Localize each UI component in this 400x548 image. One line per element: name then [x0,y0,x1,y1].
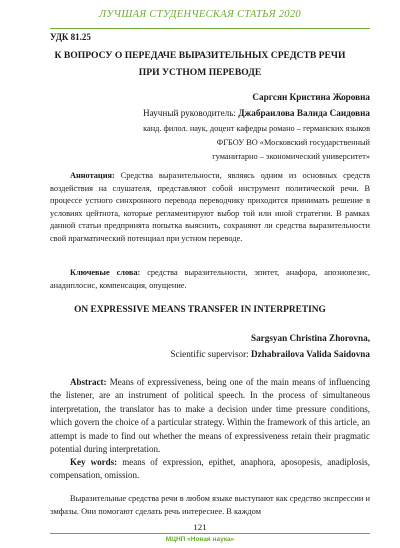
keywords-en-label: Key words: [70,457,118,467]
abstract-en [50,376,370,456]
abstract-en-label: Abstract: [70,377,107,387]
supervisor-line-ru [143,108,370,118]
author-org-ru-line1: ФГБОУ ВО «Московский государственный [216,138,370,147]
author-org-ru-line2: гуманитарно – экономический университет» [212,152,370,161]
footer-divider [50,533,370,534]
abstract-ru-text: Средства выразительности, являясь одним из основных средств воздействия на слушателя, представляют собой инструмент политической речи. В процессе устного синхронного перевода переводчику приходится принимать решение в условиях цейтнота, которые регламентируют выбор той или иной стратегии. В рамках данной статьи предпринята попытка выяснить, сохраняют ли средства выразительности свой прагматический потенциал при устном переводе. [50,171,371,243]
abstract-en-text: Means of expressiveness, being one of the main means of influencing the listener, are an instrument of political speech. In the process of simultaneous interpretation, the translator has to make a decision under time pressure conditions, which govern the choice of a particular strategy. Within the framework of this article, an attempt is made to find out whether the means of expressiveness retain their pragmatic potential during interpretation. [50,377,371,455]
keywords-ru-text: средства выразительности, эпитет, анафора, апозиопезис, анадиплосис, компенсация, опущение. [50,268,370,290]
supervisor-name-en: Dzhabrailova Valida Saidovna [251,349,370,359]
author-name-ru: Саргсян Кристина Жоровна [252,92,370,102]
supervisor-line-en [170,349,370,359]
title-en: ON EXPRESSIVE MEANS TRANSFER IN INTERPRETING [74,305,326,315]
author-position-ru: канд. филол. наук, доцент кафедры романо – германских языков [143,124,370,133]
keywords-ru-label: Ключевые слова: [70,268,141,277]
page-number: 121 [193,522,207,532]
supervisor-label-ru: Научный руководитель: [142,108,236,118]
footer-publisher: МЦНП «Новая наука» [165,536,235,543]
header-divider [50,28,370,29]
abstract-ru [50,170,370,246]
abstract-ru-label: Аннотация: [70,171,115,180]
body-paragraph: Выразительные средства речи в любом языке выступают как средство экспрессии и эмфазы. Они помогают сделать речь интереснее. В каждом [50,494,370,517]
title-ru-line2: ПРИ УСТНОМ ПЕРЕВОДЕ [138,67,262,78]
udk-code: УДК 81.25 [50,32,91,42]
keywords-en-text: means of expression, epithet, anaphora, aposopesis, anadiplosis, compensation, omission. [50,457,370,481]
supervisor-label-en: Scientific supervisor: [170,349,249,359]
author-name-en: Sargsyan Christina Zhorovna, [250,333,370,343]
keywords-ru [50,267,370,292]
journal-header-title: ЛУЧШАЯ СТУДЕНЧЕСКАЯ СТАТЬЯ 2020 [99,9,301,20]
supervisor-name-ru: Джабраилова Валида Саидовна [238,108,370,118]
keywords-en [50,456,370,483]
title-ru-line1: К ВОПРОСУ О ПЕРЕДАЧЕ ВЫРАЗИТЕЛЬНЫХ СРЕДСТВ РЕЧИ [54,50,346,61]
